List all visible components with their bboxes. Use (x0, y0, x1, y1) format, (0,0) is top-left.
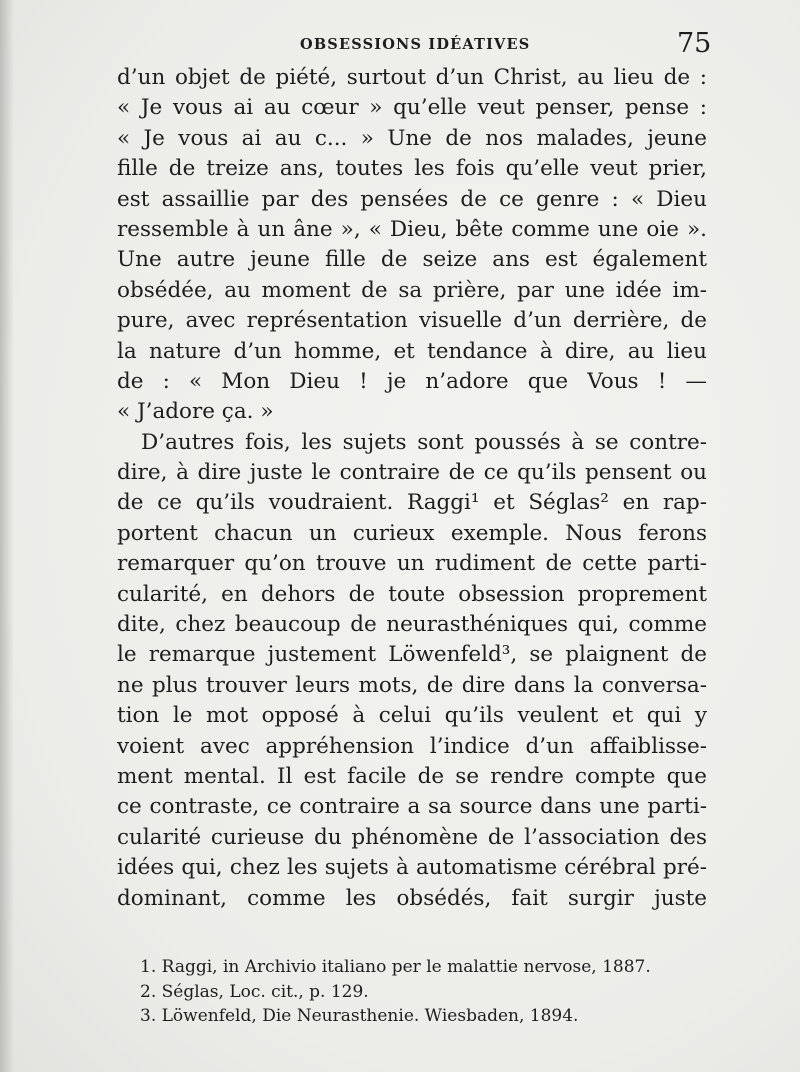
text-line: de ce qu’ils voudraient. Raggi¹ et Séglas² en rap- (117, 490, 707, 516)
text-line: ressemble à un âne », « Dieu, bête comme une oie ». (117, 216, 707, 242)
text-line: « J’adore ça. » (117, 399, 274, 425)
text-line: le remarque justement Löwenfeld³, se plaignent de (117, 642, 707, 668)
text-line: d’un objet de piété, surtout d’un Christ, au lieu de : (117, 65, 707, 90)
footnotes (140, 955, 720, 1029)
text-line: voient avec appréhension l’indice d’un affaiblisse- (117, 733, 707, 759)
text-line: « Je vous ai au cœur » qu’elle veut penser, pense : (117, 95, 707, 121)
text-line: cularité, en dehors de toute obsession proprement (117, 581, 707, 607)
text-line: portent chacun un curieux exemple. Nous ferons (117, 520, 707, 546)
text-line: pure, avec représentation visuelle d’un derrière, de (117, 308, 707, 334)
text-line: est assaillie par des pensées de ce genre : « Dieu (117, 186, 707, 212)
text-line: dominant, comme les obsédés, fait surgir juste (117, 885, 707, 911)
text-line: ce contraste, ce contraire a sa source dans une parti- (117, 794, 707, 820)
text-line: dire, à dire juste le contraire de ce qu’ils pensent ou (117, 460, 707, 486)
text-line: de : « Mon Dieu ! je n’adore que Vous ! — (117, 368, 707, 394)
text-line: remarquer qu’on trouve un rudiment de cette parti- (117, 551, 707, 577)
footnote: 2. Séglas, Loc. cit., p. 129. (140, 981, 369, 1002)
text-line: la nature d’un homme, et tendance à dire, au lieu (117, 338, 707, 364)
text-line: obsédée, au moment de sa prière, par une idée im- (117, 277, 707, 303)
text-line: ment mental. Il est facile de se rendre compte que (117, 763, 707, 789)
page-number: 75 (677, 28, 712, 59)
text-line: dite, chez beaucoup de neurasthéniques qui, comme (117, 612, 707, 638)
text-line: ne plus trouver leurs mots, de dire dans la conversa- (117, 672, 707, 698)
text-line: D’autres fois, les sujets sont poussés à se contre- (141, 429, 707, 455)
running-title: OBSESSIONS IDÉATIVES (300, 36, 531, 53)
text-line: idées qui, chez les sujets à automatisme cérébral pré- (117, 855, 707, 881)
text-line: « Je vous ai au c... » Une de nos malades, jeune (117, 125, 707, 151)
footnote: 1. Raggi, in Archivio italiano per le malattie nervose, 1887. (140, 957, 651, 977)
text-line: cularité curieuse du phénomène de l’association des (117, 824, 707, 850)
text-line: tion le mot opposé à celui qu’ils veulent et qui y (117, 703, 707, 729)
text-line: Une autre jeune fille de seize ans est également (117, 247, 707, 273)
text-line: fille de treize ans, toutes les fois qu’elle veut prier, (117, 156, 707, 182)
footnote: 3. Löwenfeld, Die Neurasthenie. Wiesbaden, 1894. (140, 1006, 579, 1026)
main-text-block (117, 63, 707, 914)
page-gutter-shadow (0, 0, 14, 1072)
